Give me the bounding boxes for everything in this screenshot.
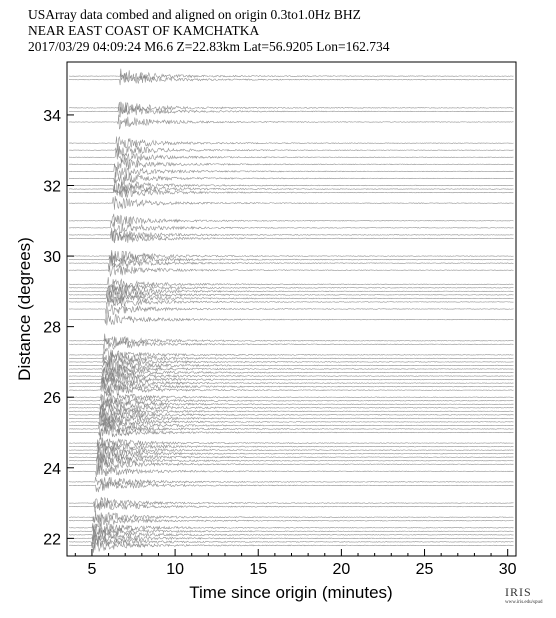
seismic-trace	[69, 297, 514, 307]
seismic-trace	[69, 277, 514, 289]
seismic-trace	[69, 422, 514, 436]
x-tick-label: 20	[332, 561, 351, 578]
x-tick-label: 10	[166, 561, 184, 578]
seismic-trace	[69, 214, 514, 226]
seismic-trace	[69, 257, 514, 270]
seismic-trace	[69, 369, 514, 383]
y-tick-label: 24	[43, 460, 61, 478]
seismic-trace	[69, 406, 514, 418]
y-tick-label: 28	[43, 319, 61, 337]
seismic-trace	[69, 458, 514, 471]
traces-group	[69, 69, 514, 553]
seismic-trace	[69, 314, 514, 325]
iris-logo-text: IRIS	[505, 585, 532, 599]
x-tick-label: 25	[415, 561, 434, 578]
seismic-trace	[69, 440, 514, 453]
seismic-trace	[69, 394, 514, 407]
y-tick-label: 22	[43, 531, 61, 549]
y-axis-label: Distance (degrees)	[15, 237, 34, 381]
x-tick-label: 15	[249, 561, 268, 578]
event-region: NEAR EAST COAST OF KAMCHATKA	[28, 23, 260, 38]
seismic-trace	[69, 231, 514, 243]
seismic-trace	[69, 500, 514, 512]
event-info: 2017/03/29 04:09:24 M6.6 Z=22.83km Lat=56.9205 Lon=162.734	[28, 39, 390, 54]
seismic-trace	[69, 353, 514, 366]
seismic-trace	[69, 348, 514, 359]
seismic-trace	[69, 383, 514, 396]
iris-logo-url: www.iris.edu/spud	[505, 600, 543, 605]
chart-title: USArray data combed and aligned on origin 0.3to1.0Hz BHZ	[28, 7, 361, 22]
y-tick-label: 30	[43, 249, 61, 267]
seismic-trace	[69, 105, 514, 116]
seismic-trace	[69, 158, 514, 171]
seismic-trace	[69, 250, 514, 262]
seismic-trace	[69, 515, 514, 528]
x-tick-label: 5	[87, 561, 97, 578]
y-tick-label: 26	[43, 390, 61, 408]
seismic-trace	[69, 115, 514, 129]
seismic-trace	[69, 338, 514, 351]
seismic-trace	[69, 196, 514, 210]
seismic-trace	[69, 164, 514, 178]
iris-logo	[505, 585, 542, 605]
seismic-trace	[69, 304, 514, 316]
x-axis-label: Time since origin (minutes)	[189, 583, 393, 602]
y-tick-label: 34	[43, 107, 61, 125]
seismic-trace	[69, 443, 514, 454]
seismic-trace	[69, 266, 514, 276]
seismic-trace	[69, 172, 514, 184]
seismic-trace	[69, 222, 514, 233]
y-tick-label: 32	[43, 178, 61, 196]
x-tick-label: 30	[498, 561, 517, 578]
